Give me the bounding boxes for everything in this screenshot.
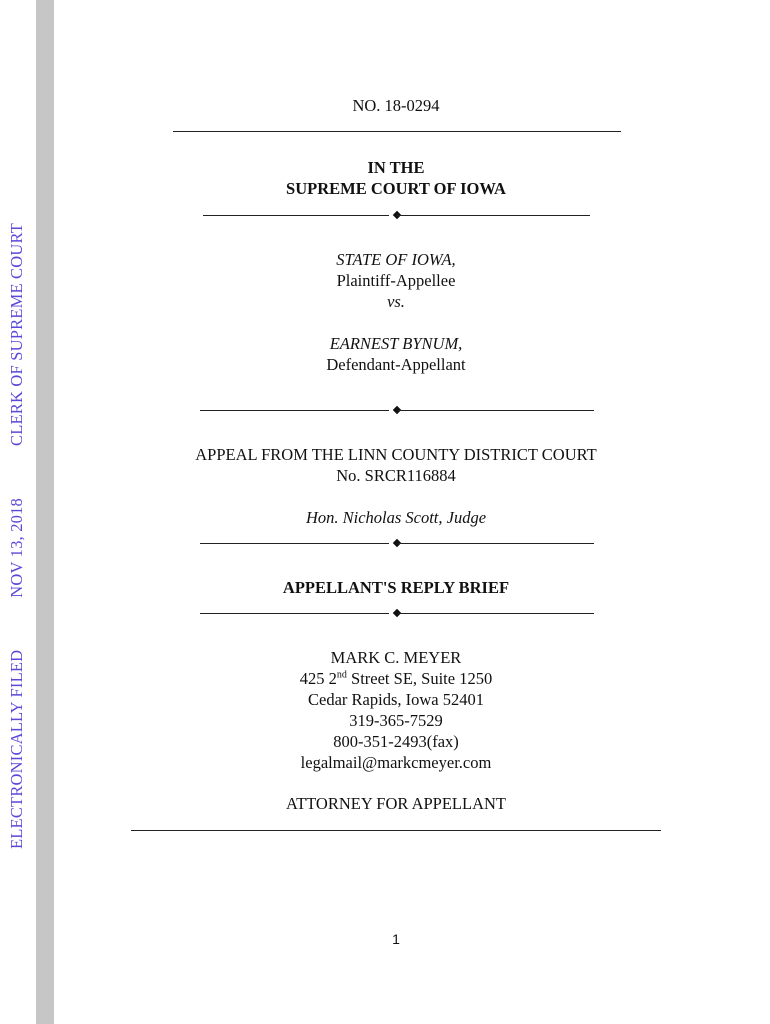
judge-name: Hon. Nicholas Scott, Judge bbox=[305, 508, 487, 527]
stamp-clerk: CLERK OF SUPREME COURT bbox=[7, 223, 26, 446]
street-number: 425 2 bbox=[299, 669, 337, 688]
plaintiff-name: STATE OF IOWA, bbox=[336, 250, 456, 269]
ornament-divider-4 bbox=[200, 609, 594, 619]
attorney-street bbox=[0, 668, 770, 689]
versus-label: vs. bbox=[387, 292, 405, 311]
case-number: NO. 18-0294 bbox=[352, 96, 440, 115]
stamp-date: NOV 13, 2018 bbox=[7, 498, 26, 598]
defendant-role: Defendant-Appellant bbox=[326, 355, 466, 374]
page-number: 1 bbox=[392, 931, 400, 947]
street-ordinal: nd bbox=[336, 669, 347, 681]
court-line-1: IN THE bbox=[367, 158, 425, 177]
stamp-filed: ELECTRONICALLY FILED bbox=[7, 649, 26, 849]
district-case-number: No. SRCR116884 bbox=[336, 466, 456, 485]
brief-title: APPELLANT'S REPLY BRIEF bbox=[282, 578, 510, 597]
attorney-city: Cedar Rapids, Iowa 52401 bbox=[308, 690, 484, 709]
plaintiff-role: Plaintiff-Appellee bbox=[336, 271, 456, 290]
attorney-email: legalmail@markcmeyer.com bbox=[300, 753, 492, 772]
top-rule bbox=[173, 131, 621, 132]
defendant-name: EARNEST BYNUM, bbox=[329, 334, 463, 353]
appeal-from: APPEAL FROM THE LINN COUNTY DISTRICT COURT bbox=[195, 445, 597, 464]
bottom-rule bbox=[131, 830, 661, 831]
court-line-2: SUPREME COURT OF IOWA bbox=[286, 179, 506, 198]
ornament-divider-3 bbox=[200, 539, 594, 549]
attorney-fax: 800-351-2493(fax) bbox=[333, 732, 459, 751]
attorney-role: ATTORNEY FOR APPELLANT bbox=[285, 794, 507, 813]
attorney-name: MARK C. MEYER bbox=[330, 648, 462, 667]
ornament-divider-1 bbox=[203, 211, 590, 221]
ornament-divider-2 bbox=[200, 406, 594, 416]
street-rest: Street SE, Suite 1250 bbox=[346, 669, 493, 688]
attorney-phone: 319-365-7529 bbox=[349, 711, 443, 730]
